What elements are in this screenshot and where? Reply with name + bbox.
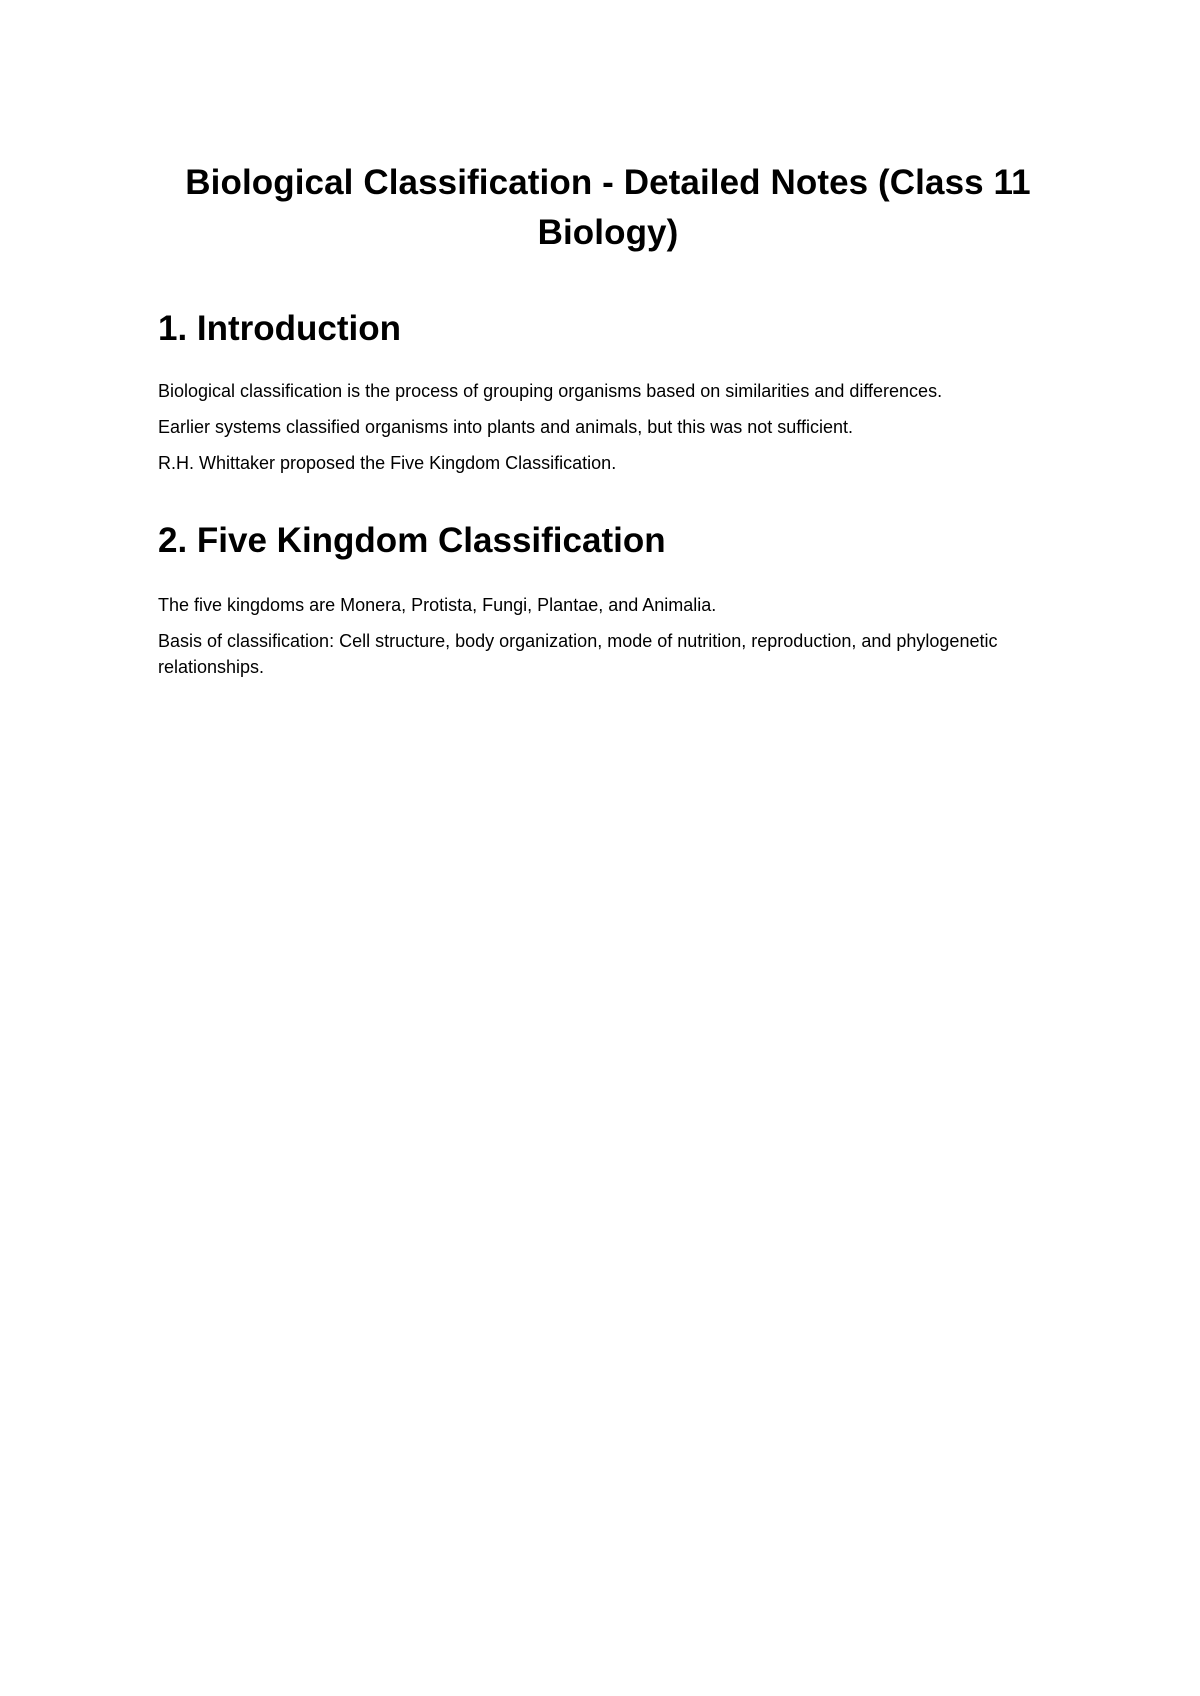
document-title: Biological Classification - Detailed Notes (Class 11 Biology) (185, 163, 1031, 252)
section-body-five-kingdom-classification (158, 592, 1058, 680)
section-five-kingdom-classification (158, 520, 1058, 680)
paragraph: Basis of classification: Cell structure, body organization, mode of nutrition, reproduction, and phylogenetic relationships. (158, 631, 998, 677)
paragraph: Earlier systems classified organisms into plants and animals, but this was not sufficient. (158, 417, 853, 437)
section-heading-introduction: 1. Introduction (158, 309, 402, 348)
paragraph: Biological classification is the process of grouping organisms based on similarities and differences. (158, 381, 943, 401)
section-body-introduction (158, 378, 1058, 476)
paragraph: R.H. Whittaker proposed the Five Kingdom Classification. (158, 453, 617, 473)
document-content (158, 158, 1058, 680)
section-introduction (158, 308, 1058, 476)
section-heading-five-kingdom-classification: 2. Five Kingdom Classification (158, 521, 666, 560)
paragraph: The five kingdoms are Monera, Protista, Fungi, Plantae, and Animalia. (158, 595, 717, 615)
